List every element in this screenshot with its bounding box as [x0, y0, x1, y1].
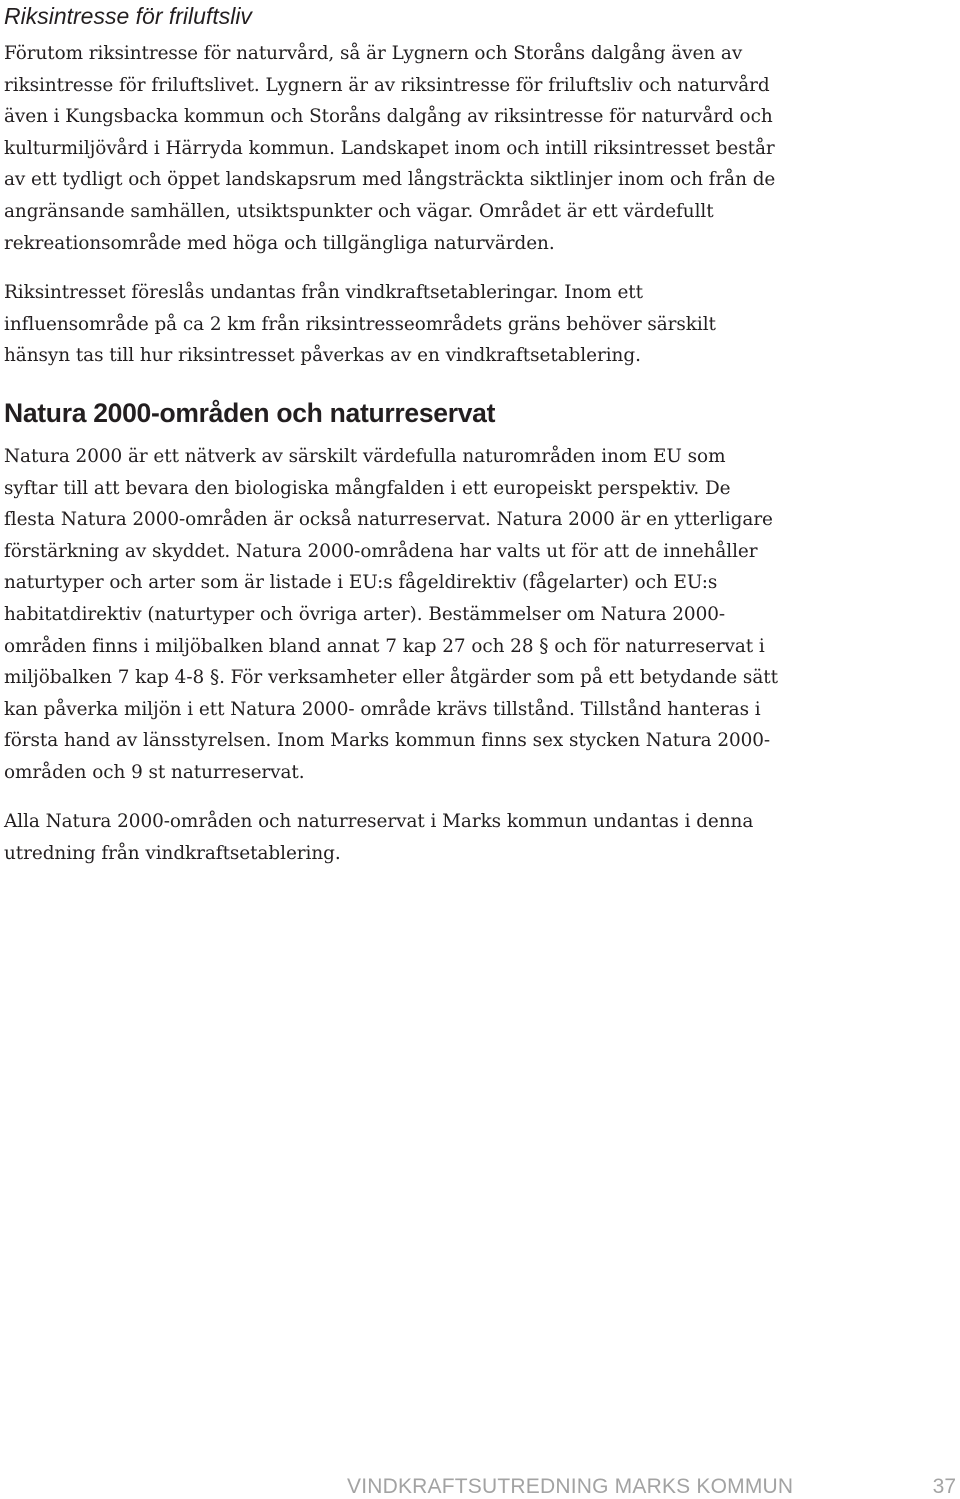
paragraph-friluftsliv-recommendation: Riksintresset föreslås undantas från vindkraftsetableringar. Inom ett influensområde på ca 2 km från riksintresseområdets gräns behöver särskilt hänsyn tas till hur riksintresset påverkas av en vindkraftsetablering.	[4, 282, 716, 367]
paragraph-friluftsliv-description: Förutom riksintresse för naturvård, så är Lygnern och Storåns dalgång även av riksintresse för friluftslivet. Lygnern är av riksintresse för friluftsliv och naturvård även i Kungsbacka kommun och Storåns dalgång av riksintresse för naturvård och kulturmiljövård i Härryda kommun. Landskapet inom och intill riksintresset består av ett tydligt och öppet landskapsrum med långsträckta siktlinjer inom och från de angränsande samhällen, utsiktspunkter och vägar. Området är ett värdefullt rekreationsområde med höga och tillgängliga naturvärden.	[4, 43, 776, 254]
paragraph-natura-2000-description: Natura 2000 är ett nätverk av särskilt värdefulla naturområden inom EU som syftar till att bevara den biologiska mångfalden i ett europeiskt perspektiv. De flesta Natura 2000-områden är också naturreservat. Natura 2000 är en ytterligare förstärkning av skyddet. Natura 2000-områdena har valts ut för att de innehåller naturtyper och arter som är listade i EU:s fågeldirektiv (fågelarter) och EU:s habitatdirektiv (naturtyper och övriga arter). Bestämmelser om Natura 2000-områden finns i miljöbalken bland annat 7 kap 27 och 28 § och för naturreservat i miljöbalken 7 kap 4-8 §. För verksamheter eller åtgärder som på ett betydande sätt kan påverka miljön i ett Natura 2000- område krävs tillstånd. Tillstånd hanteras i första hand av länsstyrelsen. Inom Marks kommun finns sex stycken Natura 2000-områden och 9 st naturreservat.	[4, 445, 778, 783]
document-page	[4, 0, 784, 870]
footer-document-title: VINDKRAFTSUTREDNING MARKS KOMMUN	[347, 1475, 794, 1498]
footer-page-number: 37	[932, 1475, 956, 1498]
section-heading-natura-2000: Natura 2000-områden och naturreservat	[4, 397, 496, 428]
section-heading-friluftsliv: Riksintresse för friluftsliv	[4, 3, 252, 29]
page-footer	[0, 1474, 960, 1499]
paragraph-natura-2000-exclusion: Alla Natura 2000-områden och naturreservat i Marks kommun undantas i denna utredning från vindkraftsetablering.	[4, 811, 754, 865]
